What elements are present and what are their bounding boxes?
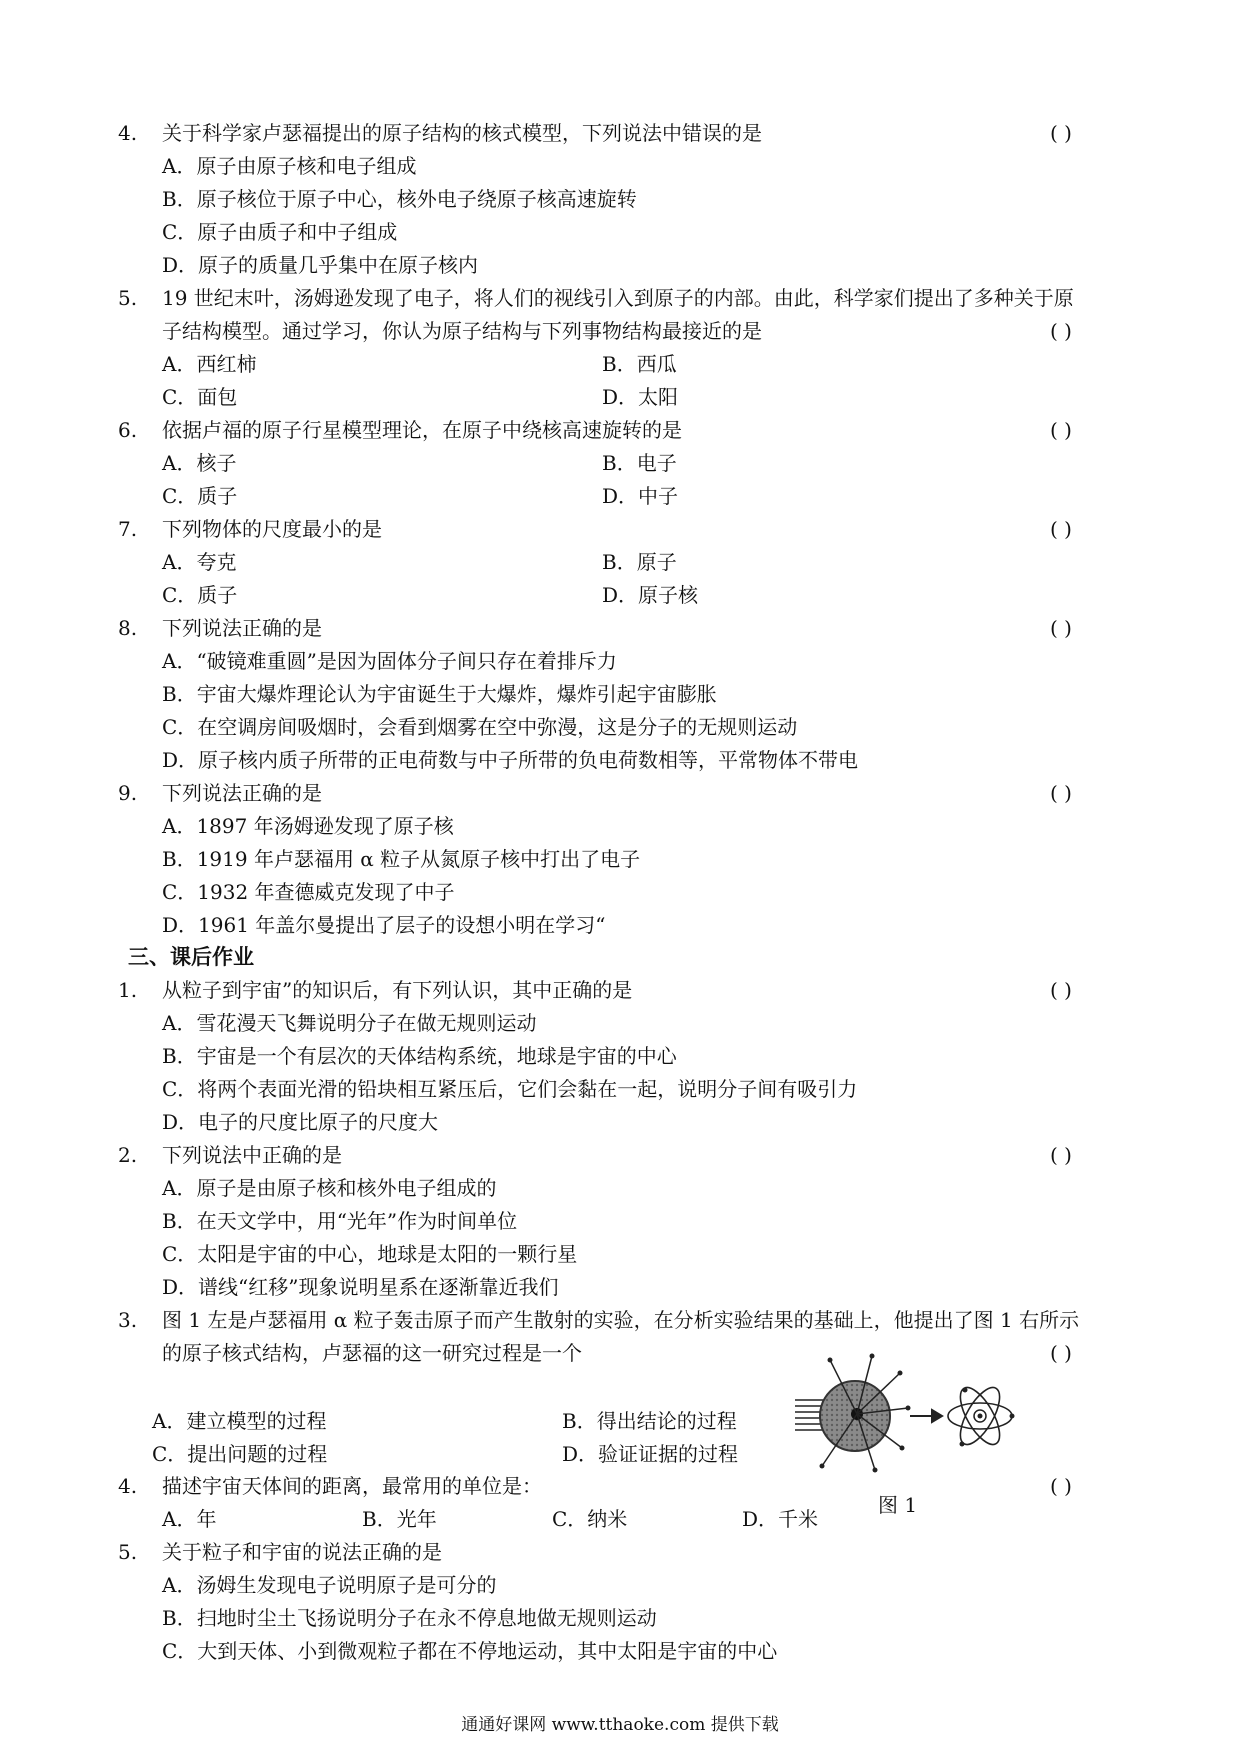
option-b: B．原子核位于原子中心，核外电子绕原子核高速旋转 — [162, 187, 637, 211]
question-number: 2. — [118, 1143, 138, 1167]
option-c: C．提出问题的过程 — [152, 1442, 328, 1466]
question-stem: 描述宇宙天体间的距离，最常用的单位是： — [162, 1474, 542, 1498]
option-a: A．夸克 — [162, 550, 237, 574]
question-number: 7. — [118, 517, 138, 541]
answer-bracket: ( ) — [1050, 978, 1072, 1002]
question-number: 6. — [118, 418, 138, 442]
question-stem: 从粒子到宇宙”的知识后，有下列认识，其中正确的是 — [162, 978, 633, 1002]
option-c: C．将两个表面光滑的铅块相互紧压后，它们会黏在一起，说明分子间有吸引力 — [162, 1077, 858, 1101]
option-d: D．千米 — [742, 1507, 819, 1531]
option-a: A．年 — [162, 1507, 217, 1531]
question-stem: 19 世纪末叶，汤姆逊发现了电子，将人们的视线引入到原子的内部。由此，科学家们提出了多种关于原 — [162, 286, 1074, 310]
question-number: 1. — [118, 978, 138, 1002]
answer-bracket: ( ) — [1050, 616, 1072, 640]
option-a: A．汤姆生发现电子说明原子是可分的 — [162, 1573, 497, 1597]
answer-bracket: ( ) — [1050, 121, 1072, 145]
option-c: C．在空调房间吸烟时，会看到烟雾在空中弥漫，这是分子的无规则运动 — [162, 715, 798, 739]
option-a: A．雪花漫天飞舞说明分子在做无规则运动 — [162, 1011, 537, 1035]
option-d: D．验证证据的过程 — [562, 1442, 739, 1466]
question-number: 4. — [118, 121, 138, 145]
question-number: 4. — [118, 1474, 138, 1498]
question-stem: 下列物体的尺度最小的是 — [162, 517, 382, 541]
option-c: C．大到天体、小到微观粒子都在不停地运动，其中太阳是宇宙的中心 — [162, 1639, 778, 1663]
option-b: B．宇宙大爆炸理论认为宇宙诞生于大爆炸，爆炸引起宇宙膨胀 — [162, 682, 717, 706]
question-stem: 关于科学家卢瑟福提出的原子结构的核式模型，下列说法中错误的是 — [162, 121, 762, 145]
option-a: A．西红柿 — [162, 352, 257, 376]
option-a: A．原子是由原子核和核外电子组成的 — [162, 1176, 497, 1200]
option-d: D．中子 — [602, 484, 679, 508]
option-b: B．1919 年卢瑟福用 α 粒子从氮原子核中打出了电子 — [162, 847, 641, 871]
option-b: B．宇宙是一个有层次的天体结构系统，地球是宇宙的中心 — [162, 1044, 677, 1068]
question-stem: 下列说法中正确的是 — [162, 1143, 342, 1167]
option-c: C．质子 — [162, 583, 238, 607]
question-stem: 依据卢福的原子行星模型理论，在原子中绕核高速旋转的是 — [162, 418, 682, 442]
option-c: C．质子 — [162, 484, 238, 508]
question-stem: 下列说法正确的是 — [162, 616, 322, 640]
figure-caption: 图 1 — [878, 1493, 918, 1517]
answer-bracket: ( ) — [1050, 781, 1072, 805]
answer-bracket: ( ) — [1050, 1341, 1072, 1365]
answer-bracket: ( ) — [1050, 1143, 1072, 1167]
option-a: A．“破镜难重圆”是因为固体分子间只存在着排斥力 — [162, 649, 617, 673]
option-b: B．西瓜 — [602, 352, 677, 376]
option-b: B．在天文学中，用“光年”作为时间单位 — [162, 1209, 518, 1233]
question-number: 8. — [118, 616, 138, 640]
option-d: D．原子核 — [602, 583, 699, 607]
question-stem: 图 1 左是卢瑟福用 α 粒子轰击原子而产生散射的实验，在分析实验结果的基础上，他提出了图 1 右所示 — [162, 1308, 1080, 1332]
option-c: C．面包 — [162, 385, 238, 409]
option-c: C．太阳是宇宙的中心，地球是太阳的一颗行星 — [162, 1242, 578, 1266]
question-number: 9. — [118, 781, 138, 805]
option-c: C．原子由质子和中子组成 — [162, 220, 398, 244]
answer-bracket: ( ) — [1050, 418, 1072, 442]
option-a: A．原子由原子核和电子组成 — [162, 154, 417, 178]
rutherford-scattering-figure — [790, 1348, 1015, 1478]
question-number: 5. — [118, 1540, 138, 1564]
question-stem-cont: 子结构模型。通过学习，你认为原子结构与下列事物结构最接近的是 — [162, 319, 762, 343]
question-stem: 关于粒子和宇宙的说法正确的是 — [162, 1540, 442, 1564]
option-c: C．1932 年查德威克发现了中子 — [162, 880, 455, 904]
section-heading: 三、课后作业 — [128, 944, 254, 969]
option-a: A．建立模型的过程 — [152, 1409, 327, 1433]
option-b: B．原子 — [602, 550, 677, 574]
option-d: D．电子的尺度比原子的尺度大 — [162, 1110, 439, 1134]
option-a: A．1897 年汤姆逊发现了原子核 — [162, 814, 454, 838]
question-stem-cont: 的原子核式结构，卢瑟福的这一研究过程是一个 — [162, 1341, 582, 1365]
answer-bracket: ( ) — [1050, 1474, 1072, 1498]
page-footer: 通通好课网 www.tthaoke.com 提供下载 — [461, 1715, 779, 1735]
option-b: B．电子 — [602, 451, 677, 475]
option-d: D．原子的质量几乎集中在原子核内 — [162, 253, 479, 277]
option-d: D．谱线“红移”现象说明星系在逐渐靠近我们 — [162, 1275, 559, 1299]
option-c: C．纳米 — [552, 1507, 628, 1531]
question-stem: 下列说法正确的是 — [162, 781, 322, 805]
option-d: D．原子核内质子所带的正电荷数与中子所带的负电荷数相等，平常物体不带电 — [162, 748, 859, 772]
option-d: D．太阳 — [602, 385, 679, 409]
option-b: B．扫地时尘土飞扬说明分子在永不停息地做无规则运动 — [162, 1606, 657, 1630]
option-b: B．得出结论的过程 — [562, 1409, 737, 1433]
question-number: 5. — [118, 286, 138, 310]
option-d: D．1961 年盖尔曼提出了层子的设想小明在学习“ — [162, 913, 606, 937]
answer-bracket: ( ) — [1050, 319, 1072, 343]
option-b: B．光年 — [362, 1507, 437, 1531]
question-number: 3. — [118, 1308, 138, 1332]
option-a: A．核子 — [162, 451, 237, 475]
answer-bracket: ( ) — [1050, 517, 1072, 541]
